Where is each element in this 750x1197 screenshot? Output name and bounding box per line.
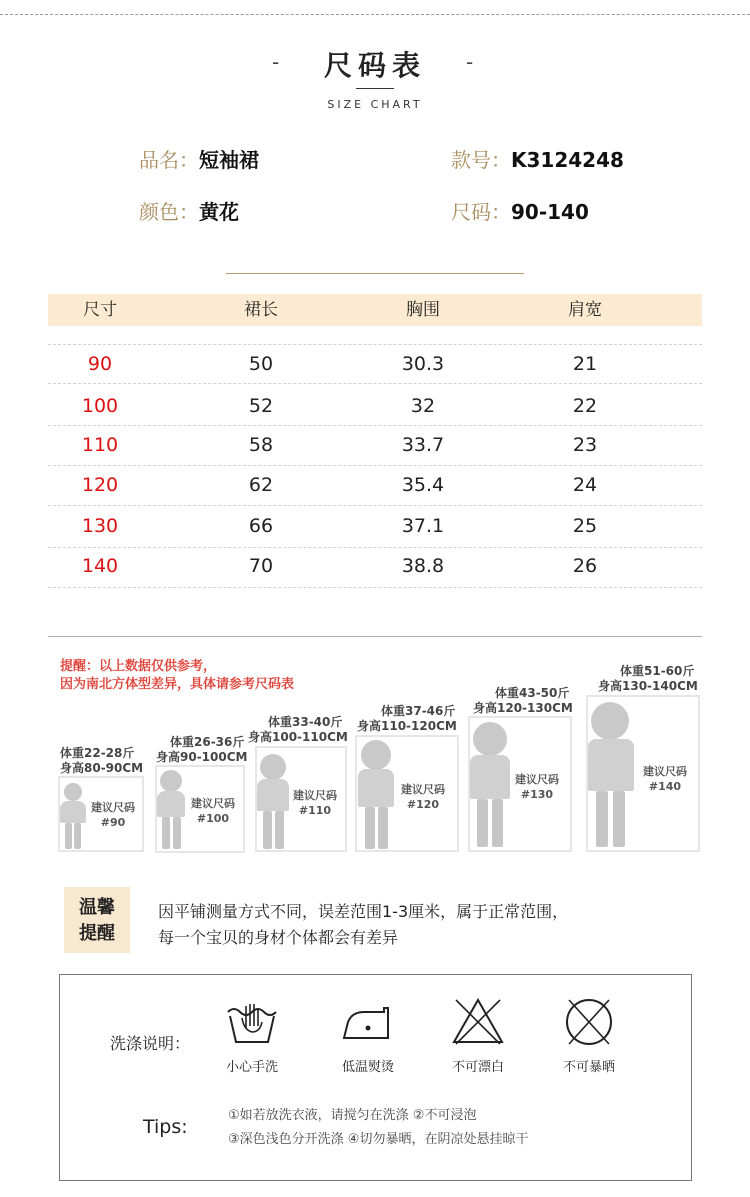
table-row-divider — [48, 505, 702, 506]
notice-line-1: 提醒：以上数据仅供参考， — [60, 659, 217, 674]
warm-title-line-2: 提醒 — [79, 923, 115, 944]
figure-weight: 体重26-36斤 — [170, 735, 245, 749]
table-row-divider — [48, 547, 702, 548]
cell-skirt-length: 52 — [248, 395, 274, 417]
rec-size: #120 — [406, 798, 440, 811]
table-row-divider — [48, 344, 702, 345]
table-row-divider — [48, 465, 702, 466]
table-row-divider — [48, 425, 702, 426]
title-dash-right: - — [466, 50, 474, 74]
figure-meta — [248, 715, 358, 745]
tip-line-1: ①如若放洗衣液，请搅匀在洗涤 ②不可浸泡 — [228, 1108, 477, 1123]
product-name-value: 短袖裙 — [199, 148, 259, 172]
product-name — [139, 144, 259, 173]
product-name-label: 品名： — [139, 148, 199, 172]
header-shoulder: 肩宽 — [568, 300, 602, 320]
size-range-label: 尺码： — [451, 200, 511, 224]
cell-skirt-length: 62 — [248, 474, 274, 496]
title-dash-left: - — [272, 50, 280, 74]
figure-height: 身高130-140CM — [598, 679, 698, 693]
hand-wash-icon — [224, 996, 280, 1048]
figure-height: 身高90-100CM — [156, 750, 248, 764]
cell-shoulder: 26 — [572, 555, 598, 577]
product-color-label: 颜色： — [139, 200, 199, 224]
rec-size: #90 — [100, 816, 126, 829]
figure-recommendation — [84, 800, 142, 830]
cell-chest: 37.1 — [401, 515, 445, 537]
hand-wash-caption: 小心手洗 — [225, 1060, 278, 1075]
figure-weight: 体重33-40斤 — [268, 715, 343, 729]
figure-weight: 体重51-60斤 — [620, 664, 695, 678]
figure-recommendation — [508, 772, 566, 802]
product-color — [139, 196, 239, 225]
page-title: 尺码表 — [323, 49, 426, 82]
figure-meta — [598, 664, 708, 694]
figure-meta — [60, 746, 143, 776]
figure-weight: 体重43-50斤 — [495, 686, 570, 700]
cell-size: 110 — [81, 434, 119, 456]
rec-label: 建议尺码 — [515, 773, 559, 786]
rec-size: #100 — [196, 812, 230, 825]
figure-height: 身高120-130CM — [473, 701, 573, 715]
figure-meta — [357, 704, 467, 734]
table-row-divider — [48, 383, 702, 384]
cell-shoulder: 24 — [572, 474, 598, 496]
rec-label: 建议尺码 — [293, 789, 337, 802]
rec-label: 建议尺码 — [401, 783, 445, 796]
size-range — [451, 196, 589, 225]
figure-meta — [473, 686, 583, 716]
style-number-value: K3124248 — [511, 148, 624, 172]
cell-size: 90 — [87, 353, 113, 375]
cell-chest: 38.8 — [401, 555, 445, 577]
figure-recommendation — [286, 788, 344, 818]
tip-line-2: ③深色浅色分开洗涤 ④切勿暴晒，在阴凉处悬挂晾干 — [228, 1132, 529, 1147]
warm-desc-line-1: 因平铺测量方式不同，误差范围1-3厘米，属于正常范围， — [158, 902, 569, 921]
header-skirt-length: 裙长 — [244, 300, 278, 320]
info-divider — [226, 273, 524, 274]
no-bleach-icon — [450, 996, 506, 1048]
care-label: 洗涤说明： — [110, 1034, 191, 1053]
no-tumble-dry-icon — [561, 996, 617, 1048]
warm-title-line-1: 温馨 — [79, 897, 115, 918]
low-iron-icon — [338, 996, 394, 1048]
table-row-divider — [48, 587, 702, 588]
notice-line-2: 因为南北方体型差异，具体请参考尺码表 — [60, 677, 295, 692]
product-color-value: 黄花 — [199, 200, 239, 224]
header-chest: 胸围 — [406, 300, 440, 320]
warm-reminder-title — [64, 895, 130, 947]
top-dashed-divider — [0, 14, 750, 15]
rec-size: #140 — [648, 780, 682, 793]
subtitle-divider — [356, 88, 394, 89]
size-range-value: 90-140 — [511, 200, 589, 224]
cell-chest: 35.4 — [401, 474, 445, 496]
rec-label: 建议尺码 — [191, 797, 235, 810]
size-table-header — [48, 294, 702, 326]
no-tumble-dry-caption: 不可暴晒 — [562, 1060, 615, 1075]
cell-shoulder: 25 — [572, 515, 598, 537]
cell-chest: 33.7 — [401, 434, 445, 456]
cell-shoulder: 23 — [572, 434, 598, 456]
figure-weight: 体重22-28斤 — [60, 746, 135, 760]
cell-size: 140 — [81, 555, 119, 577]
low-iron-caption: 低温熨烫 — [341, 1060, 394, 1075]
cell-skirt-length: 58 — [248, 434, 274, 456]
style-number-label: 款号： — [451, 148, 511, 172]
figure-meta — [156, 735, 256, 765]
cell-size: 100 — [81, 395, 119, 417]
cell-size: 120 — [81, 474, 119, 496]
no-bleach-caption: 不可漂白 — [451, 1060, 504, 1075]
figure-recommendation — [394, 782, 452, 812]
page-subtitle: SIZE CHART — [327, 98, 423, 111]
style-number — [451, 144, 624, 173]
figure-weight: 体重37-46斤 — [381, 704, 456, 718]
cell-shoulder: 22 — [572, 395, 598, 417]
figure-height: 身高110-120CM — [357, 719, 457, 733]
cell-skirt-length: 66 — [248, 515, 274, 537]
figure-recommendation — [184, 796, 242, 826]
cell-size: 130 — [81, 515, 119, 537]
rec-size: #130 — [520, 788, 554, 801]
header-size: 尺寸 — [83, 300, 117, 320]
cell-chest: 32 — [410, 395, 436, 417]
cell-skirt-length: 50 — [248, 353, 274, 375]
figure-height: 身高100-110CM — [248, 730, 348, 744]
figure-height: 身高80-90CM — [60, 761, 144, 775]
cell-shoulder: 21 — [572, 353, 598, 375]
cell-skirt-length: 70 — [248, 555, 274, 577]
tips-label: Tips: — [143, 1116, 188, 1138]
section-divider — [48, 636, 702, 637]
cell-chest: 30.3 — [401, 353, 445, 375]
rec-label: 建议尺码 — [91, 801, 135, 814]
warm-desc-line-2: 每一个宝贝的身材个体都会有差异 — [158, 928, 399, 947]
rec-label: 建议尺码 — [643, 765, 687, 778]
rec-size: #110 — [298, 804, 332, 817]
figure-recommendation — [636, 764, 694, 794]
